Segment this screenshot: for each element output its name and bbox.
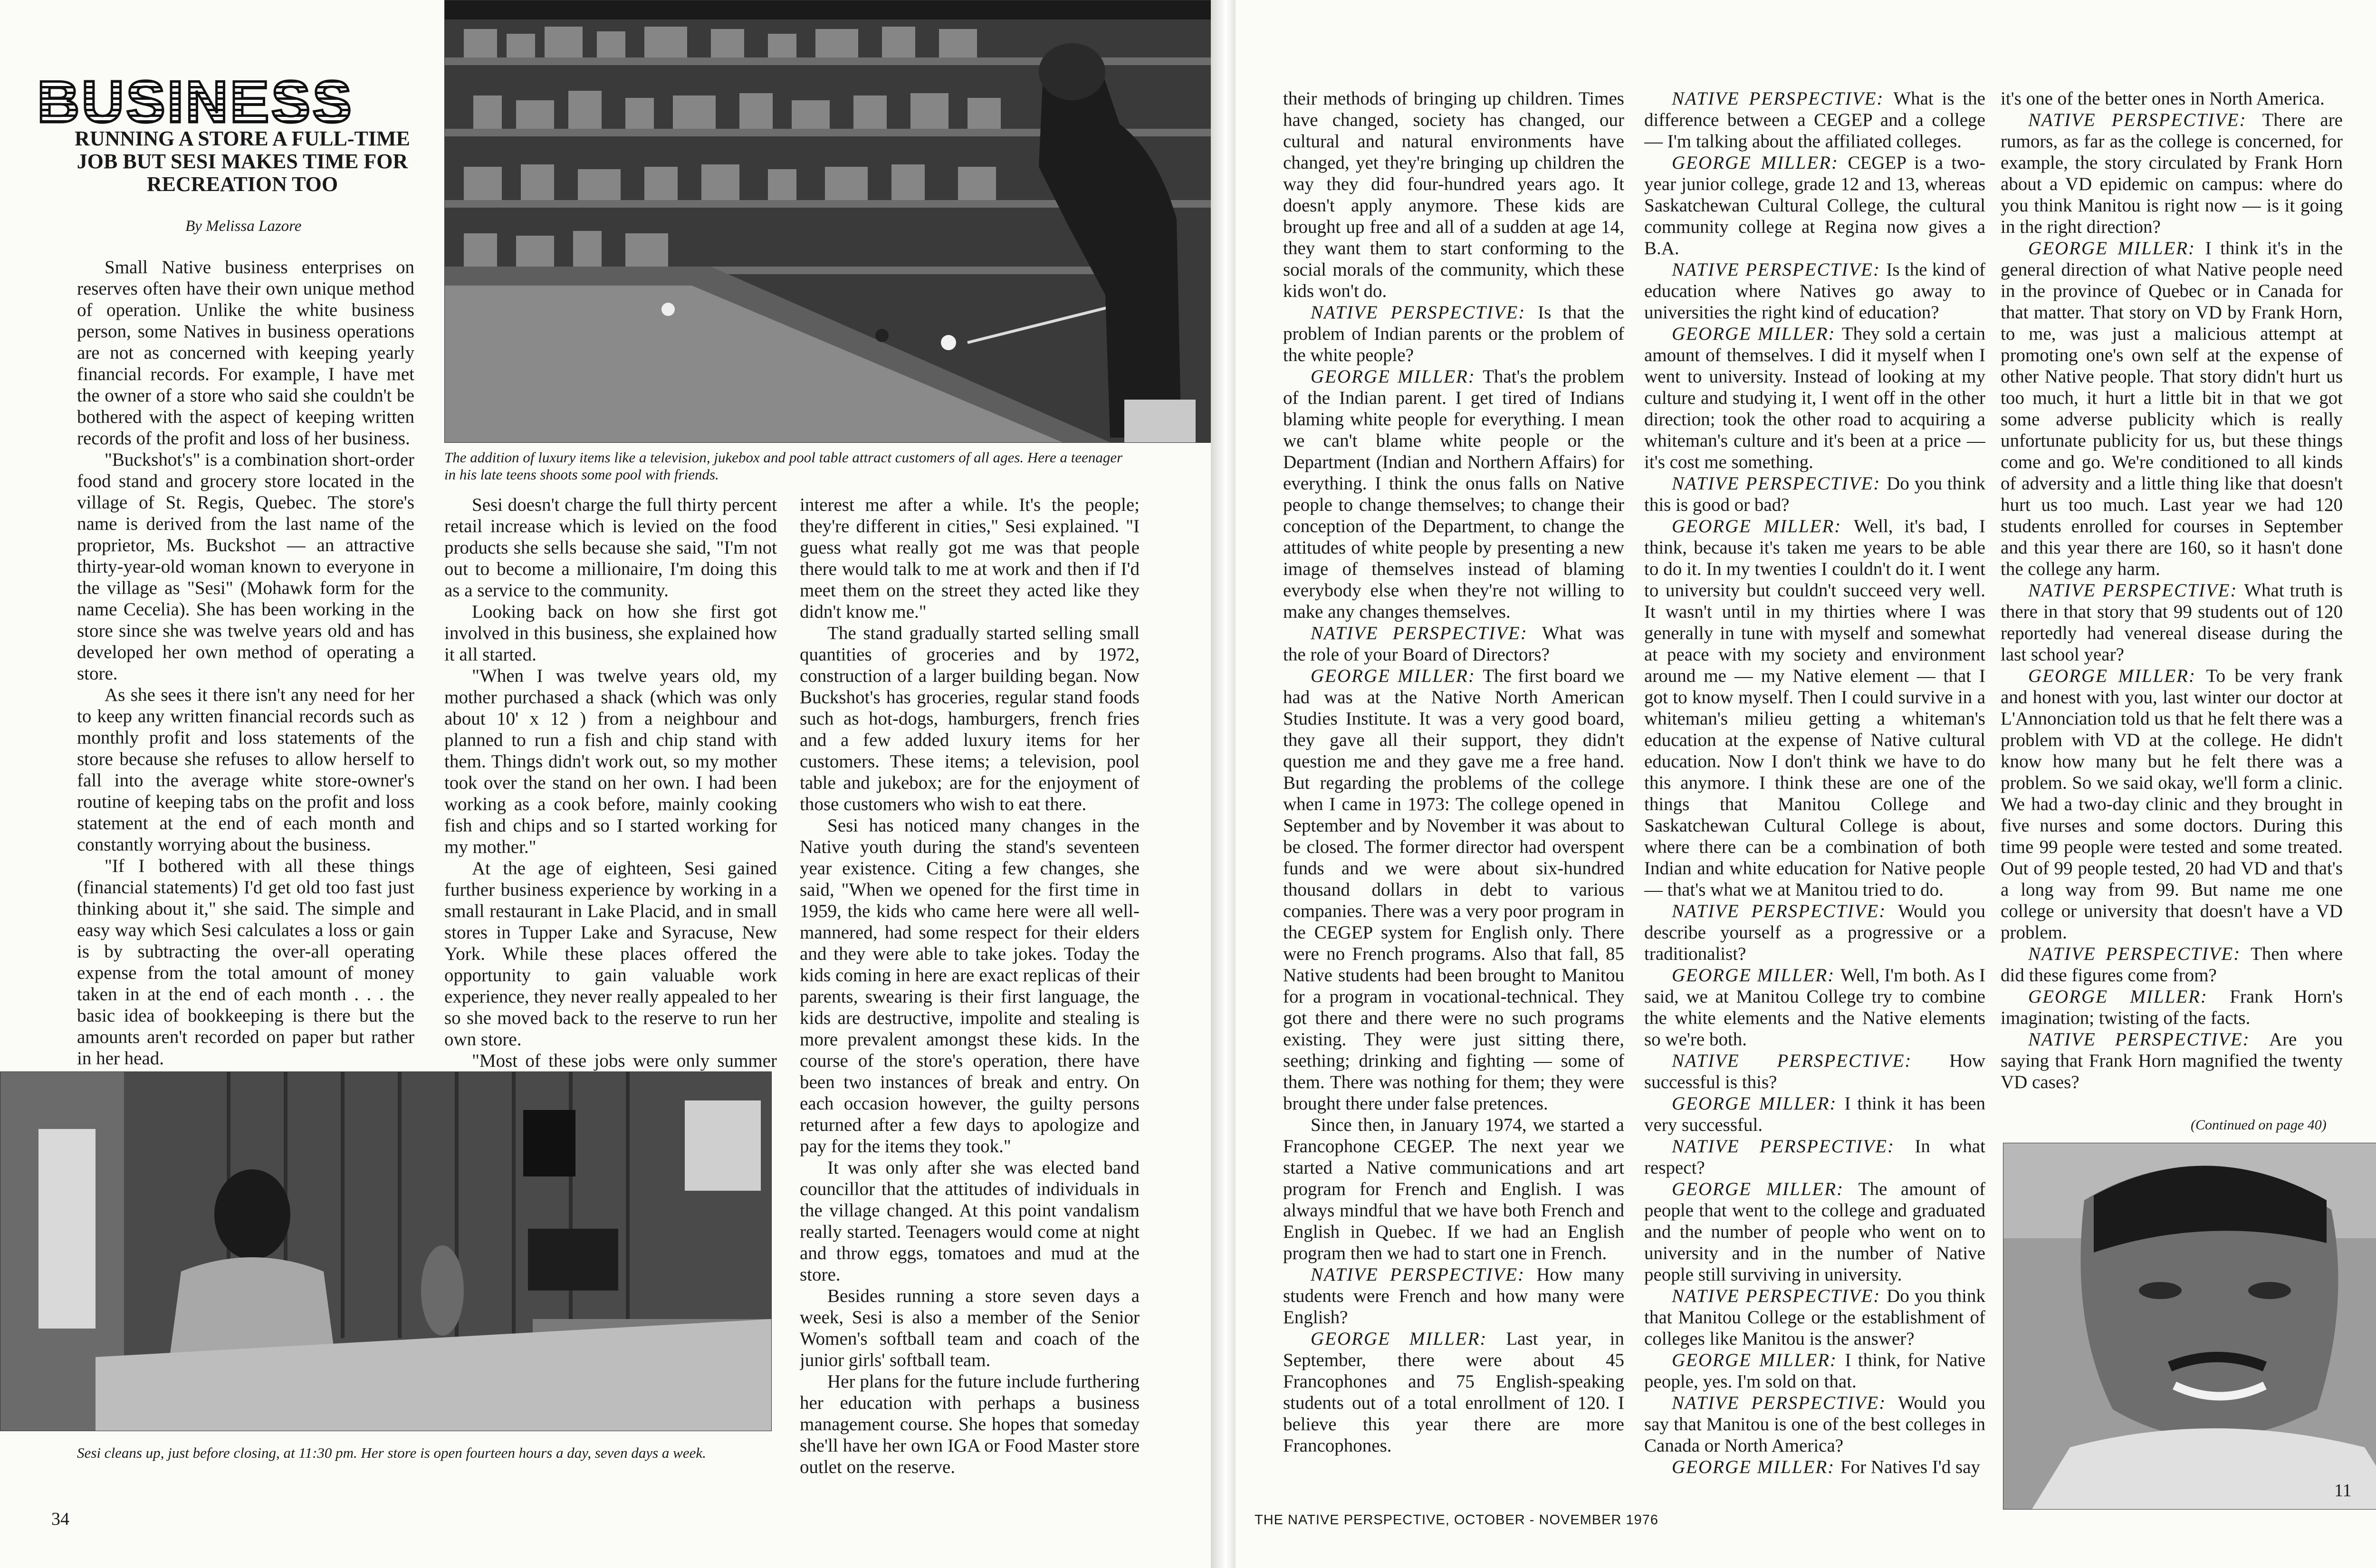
speech-text: In what respect? [1644, 1136, 1985, 1178]
continued-paragraph: their methods of bringing up children. Times have changed, society has changed, our cultural and natural environments have changed, yet they're bringing up children the way they did four-hundred years ago. It doesn't apply anymore. These kids are brought up free and all of a sudden at age 14, they want them to start conforming to the social morals of the community, which these kids won't do. [1283, 88, 1624, 301]
speaker-label: GEORGE MILLER: [1672, 965, 1840, 985]
speech-text: Frank Horn's imagination; twisting of the facts. [2001, 986, 2343, 1028]
speaker-label: NATIVE PERSPECTIVE: [1672, 901, 1898, 921]
page-number-right: 11 [2334, 1481, 2352, 1501]
paragraph: The stand gradually started selling small quantities of groceries and by 1972, construction of a larger building began. Now Buckshot's has groceries, regular stand foods such as hot-dogs, hamburgers, french fries and a few added luxury items for her customers. These items; a television, pool table and jukebox; are for the enjoyment of those customers who wish to eat there. [800, 623, 1140, 814]
speaker-label: NATIVE PERSPECTIVE: [1672, 473, 1887, 494]
speaker-label: NATIVE PERSPECTIVE: [2028, 944, 2251, 964]
left-column-2 [444, 494, 777, 1103]
speaker-label: NATIVE PERSPECTIVE: [2028, 1029, 2269, 1050]
speech-text: There are rumors, as far as the college is concerned, for example, the story circulated by Frank Horn about a VD epidemic on campus: where do you think Manitou is right now — is it going in the right direction? [2001, 110, 2343, 237]
speaker-label: GEORGE MILLER: [1672, 153, 1848, 173]
sesi-photo-caption: Sesi cleans up, just before closing, at 11:30 pm. Her store is open fourteen hours a day, seven days a week. [77, 1444, 706, 1461]
interview-exchange [1644, 1178, 1985, 1285]
speaker-label: NATIVE PERSPECTIVE: [1672, 259, 1887, 280]
speaker-label: NATIVE PERSPECTIVE: [1672, 1286, 1887, 1306]
interview-exchange [1644, 1456, 1985, 1478]
interview-exchange [1644, 152, 1985, 259]
speech-text: How successful is this? [1644, 1051, 1985, 1092]
speech-text: I think, for Native people, yes. I'm sold on that. [1644, 1350, 1985, 1392]
interview-exchange [2001, 986, 2343, 1029]
speech-text: Since then, in January 1974, we started a Francophone CEGEP. The next year we started a Native communications and art program for French and English. I was always mindful that we have both French and English in Quebec. If we had an English program then we had to start one in French. [1283, 1115, 1624, 1263]
speaker-label: GEORGE MILLER: [2028, 666, 2206, 686]
george-miller-portrait [2003, 1143, 2376, 1510]
speaker-label: NATIVE PERSPECTIVE: [1311, 623, 1542, 643]
svg-text:BUSINESS: BUSINESS [37, 69, 354, 135]
speech-text: Well, I'm both. As I said, we at Manitou College try to combine the white elements and the Native elements so we're both. [1644, 965, 1985, 1050]
speaker-label: NATIVE PERSPECTIVE: [1672, 88, 1894, 109]
interview-exchange [1644, 1285, 1985, 1349]
speaker-label: GEORGE MILLER: [1672, 1179, 1859, 1199]
paragraph: Her plans for the future include furthering her education with perhaps a business management course. She hopes that someday she'll have her own IGA or Food Master store outlet on the reserve. [800, 1371, 1140, 1477]
speech-text: What was the role of your Board of Directors? [1283, 623, 1624, 665]
paragraph [1283, 1114, 1624, 1264]
speech-text: Would you describe yourself as a progressive or a traditionalist? [1644, 901, 1985, 964]
speech-text: Are you saying that Frank Horn magnified the twenty VD cases? [2001, 1029, 2343, 1092]
speaker-label: GEORGE MILLER: [1311, 1329, 1506, 1349]
speaker-label: GEORGE MILLER: [1672, 516, 1854, 536]
speech-text: For Natives I'd say [1840, 1457, 1981, 1477]
interview-exchange [1283, 302, 1624, 366]
interview-exchange [1644, 1392, 1985, 1456]
speaker-label: GEORGE MILLER: [1672, 1457, 1840, 1477]
speaker-label: NATIVE PERSPECTIVE: [2028, 580, 2244, 601]
interview-exchange [1644, 516, 1985, 900]
speaker-label: NATIVE PERSPECTIVE: [1672, 1051, 1950, 1071]
paragraph: "When I was twelve years old, my mother purchased a shack (which was only about 10' x 12 ) from a neighbour and planned to run a fish and chip stand with them. Things didn't work out, so my mother took over the stand on her own. I had been working as a cook before, mainly cooking fish and chips and so I started working for my mother." [444, 666, 777, 857]
paragraph: "If I bothered with all these things (financial statements) I'd get old too fast just thinking about it," she said. The simple and easy way which Sesi calculates a loss or gain is by subtracting the over-all operating expense from the total amount of money taken in at the end of each month . . . the basic idea of bookkeeping is there but the amounts aren't recorded on paper but rather in her head. [77, 856, 414, 1069]
speaker-label: NATIVE PERSPECTIVE: [1311, 302, 1538, 323]
speaker-label: GEORGE MILLER: [2028, 986, 2230, 1007]
speech-text: How many students were French and how many were English? [1283, 1264, 1624, 1328]
speaker-label: GEORGE MILLER: [2028, 238, 2205, 258]
article-headline: RUNNING A STORE A FULL-TIME JOB BUT SESI MAKES TIME FOR RECREATION TOO [75, 127, 410, 196]
speech-text: That's the problem of the Indian parent. I get tired of Indians blaming white people for everything. I mean we can't blame white people or the Department (Indian and Northern Affairs) for everything. I think the onus falls on Native people to change themselves; to change their conception of the Department, to change the attitudes of white people by presenting a new image of themselves instead of blaming everybody else when they're not willing to make any changes themselves. [1283, 366, 1624, 622]
right-page [1236, 0, 2376, 1568]
byline: By Melissa Lazore [185, 218, 302, 235]
interview-exchange [1644, 259, 1985, 323]
interview-exchange [2001, 943, 2343, 986]
speech-text: To be very frank and honest with you, last winter our doctor at L'Annonciation told us that he felt there was a problem with VD at the college. He didn't know how many but he felt there was a problem. So we said okay, we'll form a clinic. We had a two-day clinic and they brought in five nurses and some doctors. During this time 99 people were tested and some treated. Out of 99 people tested, 20 had VD and that's a long way from 99. But name me one college or university that doesn't have a VD problem. [2001, 666, 2343, 943]
interview-exchange [2001, 580, 2343, 665]
speaker-label: GEORGE MILLER: [1672, 324, 1842, 344]
spine-gutter [1211, 0, 1236, 1568]
paragraph: Besides running a store seven days a week, Sesi is also a member of the Senior Women's softball team and coach of the junior girls' softball team. [800, 1286, 1140, 1370]
interview-exchange [1644, 88, 1985, 152]
speech-text: Do you think that Manitou College or the establishment of colleges like Manitou is the answer? [1644, 1286, 1985, 1349]
speech-text: Then where did these figures come from? [2001, 944, 2343, 985]
interview-exchange [1283, 366, 1624, 622]
paragraph: Looking back on how she first got involved in this business, she explained how it all started. [444, 602, 777, 665]
right-column-2 [1644, 88, 1985, 1480]
speaker-label: GEORGE MILLER: [1311, 666, 1483, 686]
right-column-3 [2001, 88, 2343, 1114]
speaker-label: NATIVE PERSPECTIVE: [1672, 1393, 1898, 1413]
left-column-3 [800, 494, 1140, 1482]
speech-text: What truth is there in that story that 99 students out of 120 reportedly had venereal disease during the last school year? [2001, 580, 2343, 665]
interview-exchange [1644, 1093, 1985, 1136]
interview-exchange [1644, 900, 1985, 965]
paragraph: Sesi has noticed many changes in the Native youth during the stand's seventeen year existence. Citing a few changes, she said, "When we opened for the first time in 1959, the kids who came here were all well-mannered, had some respect for their elders and they were able to take jokes. Today the kids coming in here are exact replicas of their parents, swearing is their first language, the kids are destructive, impolite and stealing is more prevalent amongst these kids. In the course of the store's operation, there have been two instances of break and entry. On each occasion however, the guilty persons returned after a few days to apologize and pay for the items they took." [800, 815, 1140, 1157]
continued-notice: (Continued on page 40) [2191, 1117, 2327, 1133]
right-column-1 [1283, 88, 1624, 1480]
interview-exchange [1283, 622, 1624, 665]
paragraph: As she sees it there isn't any need for her to keep any written financial records such as monthly profit and loss statements of the store because she refuses to allow herself to fall into the average white store-owner's routine of keeping tabs on the profit and loss statement at the end of each month and constantly worrying about the business. [77, 685, 414, 855]
speaker-label: GEORGE MILLER: [1672, 1093, 1845, 1114]
speech-text: I think it has been very successful. [1644, 1093, 1985, 1135]
speech-text: I think it's in the general direction of what Native people need in the province of Quebec or in Canada for that matter. That story on VD by Frank Horn, to me, was just a malicious attempt at promoting one's own self at the expense of other Native people. That story didn't hurt us too much, it hurt a little bit in that we got some adverse publicity which is really unfortunate publicity for us, but these things come and go. We're conditioned to all kinds of adversity and a little thing like that doesn't hurt us too much. Last year we had 120 students enrolled for courses in September and this year there are 160, so it hasn't done the college any harm. [2001, 238, 2343, 579]
speech-text: They sold a certain amount of themselves. I did it myself when I went to university. Instead of looking at my culture and studying it, I went off in the other direction; took the other road to acquiring a whiteman's culture and it's been at a price — it's cost me something. [1644, 324, 1985, 472]
speaker-label: NATIVE PERSPECTIVE: [1311, 1264, 1537, 1285]
speech-text: Is the kind of education where Natives go away to universities the right kind of education? [1644, 259, 1985, 323]
paragraph: "Most of these jobs were only summer [472, 1051, 777, 1071]
paragraph: At the age of eighteen, Sesi gained further business experience by working in a small restaurant in Lake Placid, and in small stores in Tupper Lake and Syracuse, New York. While these places offered the opportunity to gain valuable work experience, they never really appealed to her so she moved back to the reserve to run her own store. [444, 858, 777, 1050]
paragraph: Small Native business enterprises on reserves often have their own unique method of operation. Unlike the white business person, some Natives in business operations are not as concerned with keeping yearly financial records. For example, I have met the owner of a store who said she couldn't be bothered with the aspect of keeping written records of the profit and loss of her business. [77, 257, 414, 449]
pool-table-photo [444, 0, 1211, 443]
paragraph: interest me after a while. It's the people; they're different in cities," Sesi explained. "I guess what really got me was that people there would talk to me at work and then if I'd meet them on the street they acted like they didn't know me." [800, 495, 1140, 622]
speech-text: CEGEP is a two-year junior college, grade 12 and 13, whereas Saskatchewan Cultural College, the cultural community college at Regina now gives a B.A. [1644, 153, 1985, 258]
page-number-left: 34 [51, 1509, 69, 1529]
paragraph: "Buckshot's" is a combination short-order food stand and grocery store located in the village of St. Regis, Quebec. The store's name is derived from the last name of the proprietor, Ms. Buckshot — an attractive thirty-year-old woman known to everyone in the village as "Sesi" (Mohawk form for the name Cecelia). She has been working in the store since she was twelve years old and has developed her own method of operating a store. [77, 449, 414, 684]
interview-exchange [1644, 1136, 1985, 1178]
interview-exchange [1644, 1050, 1985, 1093]
speech-text: Do you think this is good or bad? [1644, 473, 1985, 515]
interview-exchange [1644, 965, 1985, 1050]
business-section-logo [33, 69, 385, 135]
magazine-footer: THE NATIVE PERSPECTIVE, OCTOBER - NOVEMBER 1976 [1255, 1512, 1659, 1528]
interview-exchange [1644, 473, 1985, 516]
interview-exchange [1644, 1349, 1985, 1392]
speech-text: Is that the problem of Indian parents or the problem of the white people? [1283, 302, 1624, 365]
interview-exchange [2001, 109, 2343, 238]
left-column-1 [77, 257, 414, 1074]
continued-paragraph: it's one of the better ones in North America. [2001, 88, 2325, 109]
speech-text: Last year, in September, there were about 45 Francophones and 75 English-speaking students out of a total enrollment of 120. I believe this year there are more Francophones. [1283, 1329, 1624, 1456]
speaker-label: GEORGE MILLER: [1672, 1350, 1845, 1370]
speaker-label: NATIVE PERSPECTIVE: [1672, 1136, 1915, 1157]
speech-text: Well, it's bad, I think, because it's taken me years to be able to do it. In my twenties I couldn't do it. I went to university but couldn't succeed very well. It wasn't until in my thirties where I was generally in tune with myself and somewhat at peace with my society and environment around me — my Native element — that I got to know myself. Then I could survive in a whiteman's milieu getting a whiteman's education at the expense of Native cultural education. Now I don't think we have to do this anymore. I think these are one of the things that Manitou College and Saskatchewan Cultural College is about, where there can be a combination of both Indian and white education for Native people — that's what we at Manitou tried to do. [1644, 516, 1985, 900]
speech-text: What is the difference between a CEGEP and a college — I'm talking about the affiliated colleges. [1644, 88, 1985, 152]
speech-text: Would you say that Manitou is one of the best colleges in Canada or North America? [1644, 1393, 1985, 1456]
interview-exchange [2001, 1029, 2343, 1093]
paragraph: Sesi doesn't charge the full thirty percent retail increase which is levied on the food products she sells because she said, "I'm not out to become a millionaire, I'm doing this as a service to the community. [444, 495, 777, 601]
sesi-cleaning-photo [0, 1071, 772, 1431]
interview-exchange [2001, 665, 2343, 943]
speech-text: The amount of people that went to the college and graduated and the number of people who went on to university and in the number of Native people still surviving in university. [1644, 1179, 1985, 1285]
interview-exchange [2001, 238, 2343, 580]
speaker-label: NATIVE PERSPECTIVE: [2028, 110, 2262, 130]
speech-text: The first board we had was at the Native North American Studies Institute. It was a very good board, they gave all their support, they didn't question me and they gave me a free hand. But regarding the problems of the college when I came in 1973: The college opened in September and by November it was about to be closed. The former director had overspent funds and we were about six-hundred thousand dollars in debt to various companies. There was a very poor program in the CEGEP system for English only. There were no French programs. Also that fall, 85 Native students had been brought to Manitou for a program in vocational-technical. They got there and there were no such programs existing. They were just sitting there, seething; drinking and fighting — some of them. There was nothing for them; they were brought there under false pretences. [1283, 666, 1624, 1114]
pool-photo-caption: The addition of luxury items like a television, jukebox and pool table attract customers of all ages. Here a teenager in his late teens shoots some pool with friends. [444, 449, 1123, 483]
paragraph: It was only after she was elected band councillor that the attitudes of individuals in the village changed. At this point vandalism really started. Teenagers would come at night and throw eggs, tomatoes and mud at the store. [800, 1157, 1140, 1285]
interview-exchange [1283, 665, 1624, 1114]
interview-exchange [1283, 1264, 1624, 1328]
speaker-label: GEORGE MILLER: [1311, 366, 1483, 387]
interview-exchange [1283, 1328, 1624, 1456]
interview-exchange [1644, 323, 1985, 473]
